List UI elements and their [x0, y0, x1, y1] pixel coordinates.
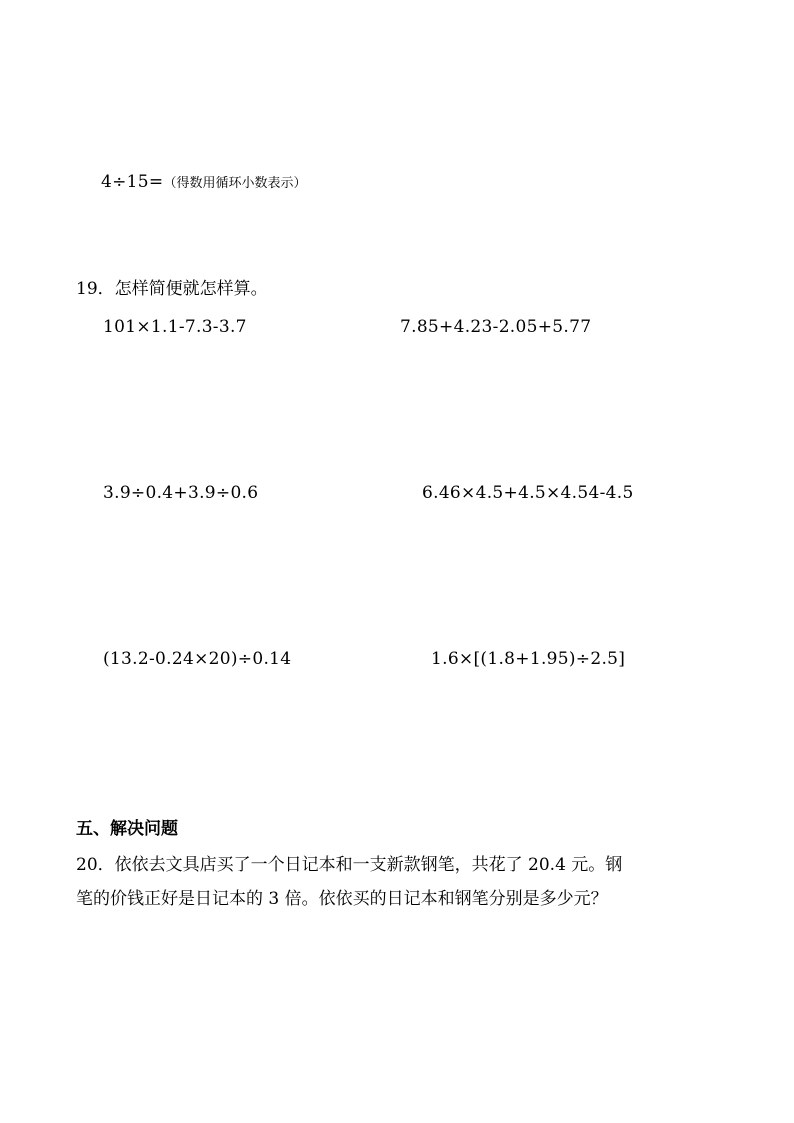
- q20-number: 20．: [76, 855, 115, 875]
- q20-line-1: [76, 848, 622, 882]
- q19-instruction: 怎样简便就怎样算。: [114, 279, 268, 299]
- q18-tail: [101, 172, 306, 192]
- q20-question: [76, 848, 622, 916]
- q19-expr-5: (13.2-0.24×20)÷0.14: [103, 649, 292, 669]
- q18-expression: 4÷15=: [101, 172, 164, 192]
- q19-expr-6: 1.6×[(1.8+1.95)÷2.5]: [431, 649, 626, 669]
- q19-header: [76, 274, 268, 299]
- q19-expr-4: 6.46×4.5+4.5×4.54-4.5: [422, 483, 634, 503]
- q19-expr-3: 3.9÷0.4+3.9÷0.6: [103, 483, 259, 503]
- q19-number: 19．: [76, 279, 115, 299]
- q19-expr-2: 7.85+4.23-2.05+5.77: [400, 317, 592, 337]
- q19-expr-1: 101×1.1-7.3-3.7: [103, 317, 247, 337]
- q20-line-1-text: 依依去文具店买了一个日记本和一支新款钢笔，共花了 20.4 元。钢: [114, 855, 623, 875]
- q18-note: （得数用循环小数表示）: [163, 176, 307, 191]
- section-5-title: 五、解决问题: [76, 819, 178, 839]
- q20-line-2: 笔的价钱正好是日记本的 3 倍。依依买的日记本和钢笔分别是多少元？: [76, 889, 608, 909]
